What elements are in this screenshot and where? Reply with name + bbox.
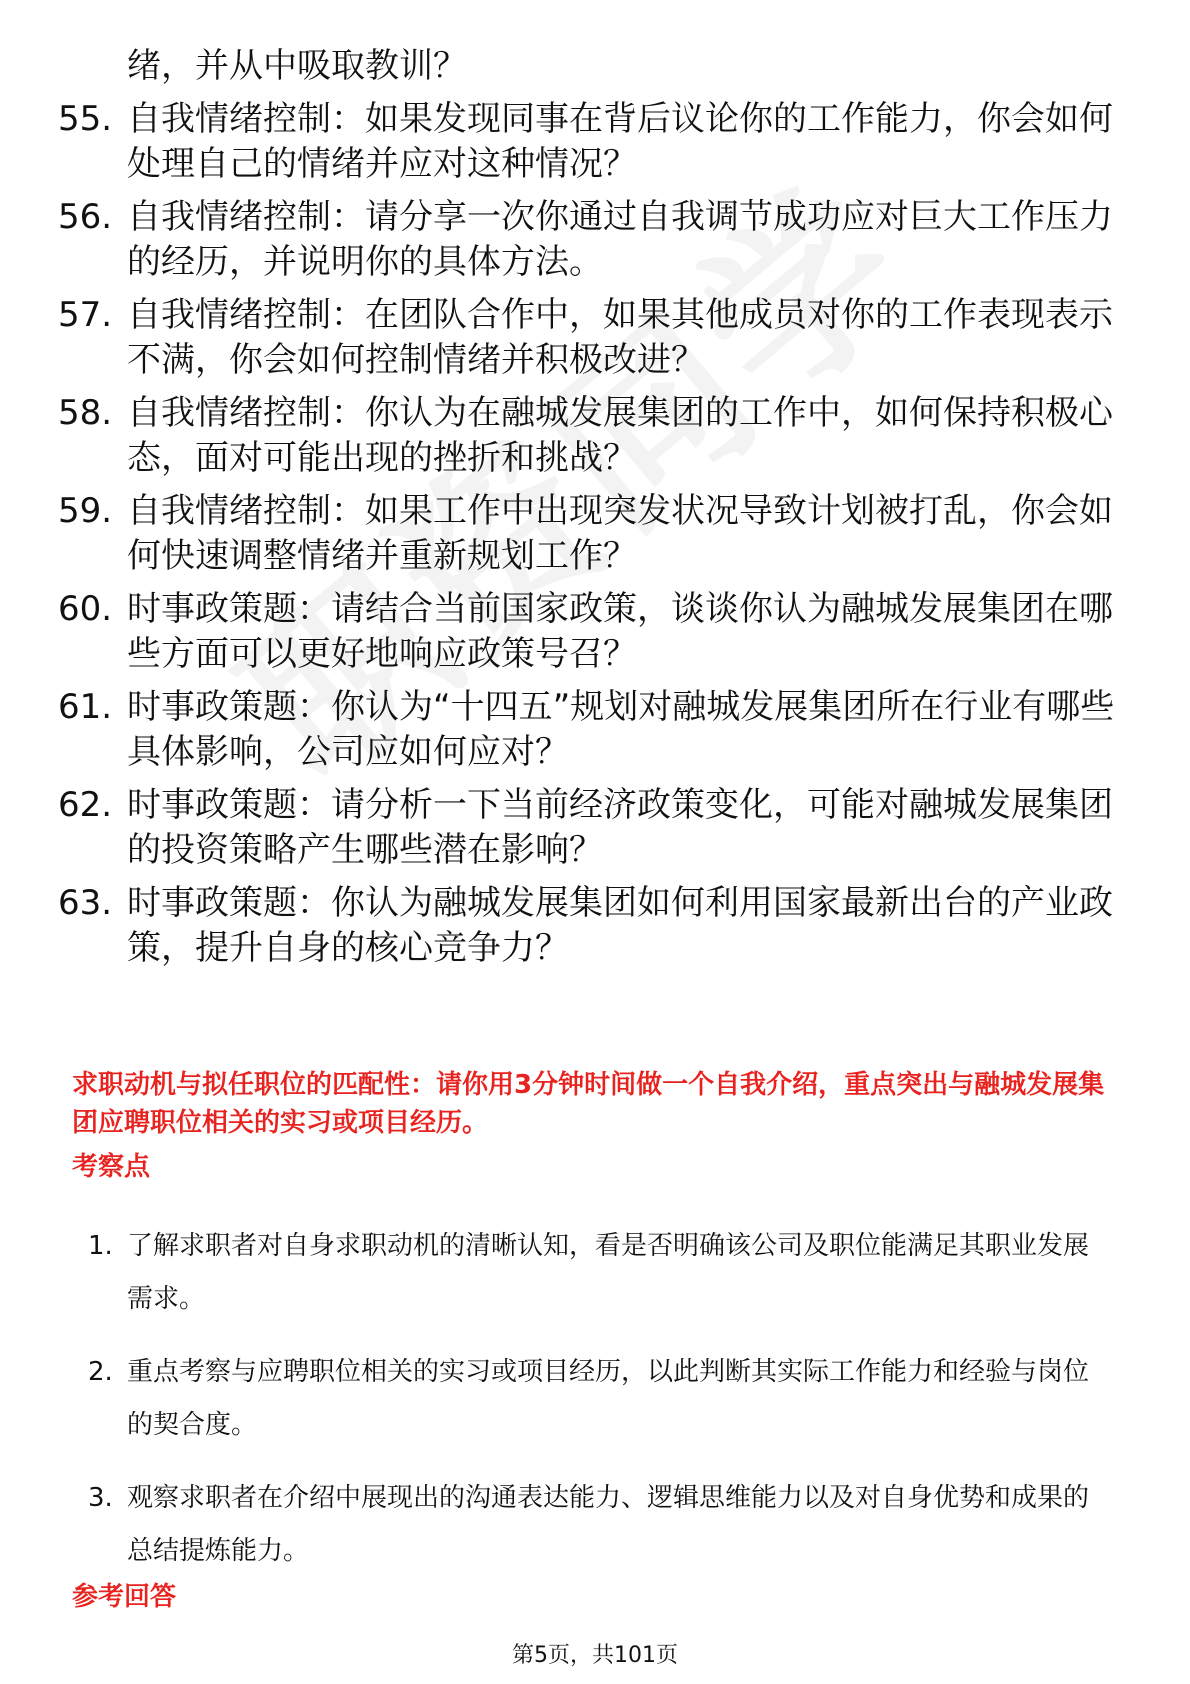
question-text: 自我情绪控制：如果工作中出现突发状况导致计划被打乱，你会如何快速调整情绪并重新规划工作？ — [127, 491, 1113, 576]
question-number: 57. — [58, 295, 113, 335]
answer-label: 参考回答 — [72, 1582, 177, 1612]
question-number: 59. — [58, 491, 113, 531]
question-item — [0, 489, 1190, 579]
question-text: 自我情绪控制：在团队合作中，如果其他成员对你的工作表现表示不满，你会如何控制情绪并积极改进？ — [127, 295, 1113, 380]
question-text: 时事政策题：请结合当前国家政策，谈谈你认为融城发展集团在哪些方面可以更好地响应政策号召？ — [127, 589, 1113, 674]
section-title: 求职动机与拟任职位的匹配性：请你用3分钟时间做一个自我介绍，重点突出与融城发展集团应聘职位相关的实习或项目经历。 — [72, 1070, 1105, 1138]
question-item — [0, 195, 1190, 285]
question-item — [0, 391, 1190, 481]
question-number: 56. — [58, 197, 113, 237]
question-item — [0, 97, 1190, 187]
continuation-text: 绪，并从中吸取教训？ — [127, 46, 467, 86]
question-number: 63. — [58, 883, 113, 923]
list-item — [0, 1472, 1190, 1578]
point-number: 3. — [88, 1483, 113, 1513]
question-number: 62. — [58, 785, 113, 825]
page-footer: 第5页，共101页 — [512, 1643, 678, 1668]
list-item — [0, 1346, 1190, 1452]
question-text: 自我情绪控制：如果发现同事在背后议论你的工作能力，你会如何处理自己的情绪并应对这种情况？ — [127, 99, 1113, 184]
point-number: 1. — [88, 1231, 113, 1261]
question-number: 58. — [58, 393, 113, 433]
points-label: 考察点 — [72, 1152, 151, 1182]
question-number: 55. — [58, 99, 113, 139]
question-text: 时事政策题：你认为“十四五”规划对融城发展集团所在行业有哪些具体影响，公司应如何应对？ — [127, 687, 1115, 772]
question-list — [0, 44, 1190, 979]
assessment-points-list — [0, 1220, 1190, 1598]
question-text: 时事政策题：你认为融城发展集团如何利用国家最新出台的产业政策，提升自身的核心竞争力？ — [127, 883, 1113, 968]
question-item — [0, 293, 1190, 383]
question-item — [0, 685, 1190, 775]
question-item — [0, 881, 1190, 971]
question-item — [0, 783, 1190, 873]
question-text: 自我情绪控制：请分享一次你通过自我调节成功应对巨大工作压力的经历，并说明你的具体方法。 — [127, 197, 1113, 282]
question-text: 时事政策题：请分析一下当前经济政策变化，可能对融城发展集团的投资策略产生哪些潜在影响？ — [127, 785, 1113, 870]
point-number: 2. — [88, 1357, 113, 1387]
point-text: 了解求职者对自身求职动机的清晰认知，看是否明确该公司及职位能满足其职业发展需求。 — [127, 1231, 1090, 1314]
question-item — [0, 587, 1190, 677]
question-number: 61. — [58, 687, 113, 727]
point-text: 观察求职者在介绍中展现出的沟通表达能力、逻辑思维能力以及对自身优势和成果的总结提炼能力。 — [127, 1483, 1090, 1566]
question-text: 自我情绪控制：你认为在融城发展集团的工作中，如何保持积极心态，面对可能出现的挫折和挑战？ — [127, 393, 1113, 478]
question-continuation — [0, 44, 1190, 89]
point-text: 重点考察与应聘职位相关的实习或项目经历，以此判断其实际工作能力和经验与岗位的契合度。 — [127, 1357, 1090, 1440]
list-item — [0, 1220, 1190, 1326]
question-number: 60. — [58, 589, 113, 629]
